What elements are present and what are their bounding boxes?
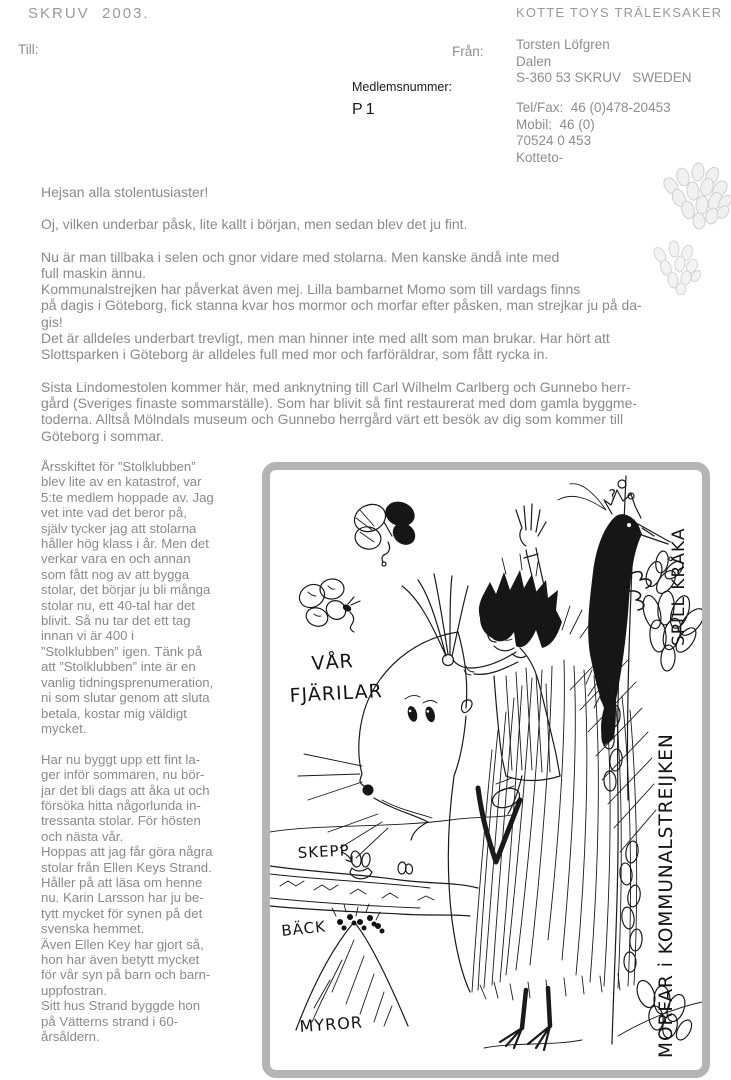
text-line: Slottsparken i Göteborg är alldeles full med mor och farföräldrar, som fått rycka in. — [41, 346, 549, 363]
text-line: ”Stolklubben” igen. Tänk på — [41, 643, 203, 659]
paragraph — [41, 184, 713, 200]
text-line: svenska hemmet. — [41, 921, 145, 937]
text-line: vet inte vad det beror på, — [41, 505, 187, 521]
text-line: Hoppas att jag får göra några — [41, 844, 213, 860]
text-line: Oj, vilken underbar påsk, lite kallt i början, men sedan blev det ju fint. — [41, 216, 468, 233]
label-spill-kraka: SPILL KRÅKA — [669, 527, 689, 646]
child-drawing — [453, 504, 562, 814]
text-line: stolar, det börjar ju bli många — [41, 582, 211, 598]
text-line: blev lite av en katastrof, var — [41, 474, 202, 490]
text-line: håller hög klass i år. Men det — [41, 536, 209, 552]
text-line — [41, 736, 259, 751]
illustration-frame — [262, 462, 710, 1078]
text-line: tytt mycket för synen på det — [41, 905, 203, 921]
text-line: Torsten Löfgren — [516, 37, 610, 52]
text-line: stolar nu, ett 40-tal har det — [41, 597, 195, 613]
text-line: innan vi är 400 i — [41, 628, 135, 644]
text-line: toderna. Alltså Mölndals museum och Gunnebo herrgård värt ett besök av dig som kommer till — [41, 411, 624, 428]
hand-drawn-illustration — [270, 470, 702, 1070]
text-line: Mobil: 46 (0) — [516, 116, 595, 132]
text-line: Dalen — [516, 53, 552, 69]
butterfly-icon — [295, 578, 360, 632]
label-myror: MYROR — [298, 1012, 364, 1036]
sender-contact — [516, 100, 671, 166]
page-title: SKRUV 2003. — [28, 5, 150, 22]
left-column-text — [41, 459, 259, 1044]
text-line: ni som slutar genom att sluta — [41, 690, 210, 706]
text-line: på Vätterns strand i 60- — [41, 1013, 179, 1029]
text-line: stolar från Ellen Keys Strand. — [41, 859, 212, 875]
text-line: nu. Karin Larsson har ju be- — [41, 890, 204, 906]
label-var: VÅR — [310, 650, 355, 675]
text-line: på dagis i Göteborg, fick stanna kvar hos mormor och morfar efter påsken, man strejkar ju på da- — [41, 297, 642, 314]
member-number-label: Medlemsnummer: — [352, 80, 453, 94]
paragraph — [41, 249, 713, 363]
text-line: Kotteto- — [516, 149, 564, 165]
text-line: blivit. Så nu tar det ett tag — [41, 613, 191, 629]
text-line: själv tycker jag att stolarna — [41, 520, 197, 536]
text-line: att ”Stolklubben” inte är en — [41, 659, 196, 675]
text-line: Tel/Fax: 46 (0)478-20453 — [516, 100, 671, 115]
text-line: årsåldern. — [41, 1029, 100, 1045]
text-line: betala, kostar mig väldigt — [41, 705, 187, 721]
letter-body — [41, 184, 713, 460]
text-line: som fått nog av att bygga — [41, 566, 190, 582]
text-line: Har nu byggt upp ett fint la- — [41, 751, 201, 767]
label-morfar: MORFAR i KOMMUNALSTREIJKEN — [656, 733, 677, 1058]
text-line: full maskin ännu. — [41, 264, 147, 281]
question-doodle — [608, 480, 634, 504]
child-hand — [516, 504, 546, 546]
fran-label: Från: — [452, 44, 484, 59]
text-line: Hejsan alla stolentusiaster! — [41, 184, 209, 200]
text-line: ger inför sommaren, nu bör- — [41, 767, 205, 783]
company-name: KOTTE TOYS TRÄLEKSAKER — [516, 5, 723, 20]
text-line: Sista Lindomestolen kommer här, med anknytning till Carl Wilhelm Carlberg och Gunnebo herr- — [41, 378, 631, 395]
text-line: Även Ellen Key har gjort så, — [41, 936, 204, 952]
member-number-value: P1 — [352, 101, 378, 118]
text-line: mycket. — [41, 720, 87, 736]
text-line: Sitt hus Strand byggde hon — [41, 998, 201, 1014]
text-line: 70524 0 453 — [516, 133, 592, 148]
text-line: Håller på att läsa om henne — [41, 874, 203, 890]
text-line: Kommunalstrejken har påverkat även mej. Lilla bambarnet Momo som till vardags finns — [41, 281, 581, 298]
text-line: gis! — [41, 313, 63, 330]
text-line: Det är alldeles underbart trevligt, men man hinner inte med allt som man brukar. Har hört att — [41, 330, 610, 347]
text-line: jar det bli dags att åka ut och — [41, 782, 210, 798]
text-line: och nästa vår. — [41, 828, 124, 844]
boat-drawing — [350, 868, 372, 879]
label-skepp: SKEPP — [297, 841, 351, 862]
text-line: Årsskiftet för ”Stolklubben” — [41, 459, 196, 474]
creature-eyes — [406, 701, 437, 728]
horizon-line — [270, 814, 516, 832]
text-line: tressanta stolar. För hösten — [41, 813, 201, 829]
text-line: verkar vara en och annan — [41, 551, 191, 567]
text-line: Göteborg i sommar. — [41, 427, 164, 444]
paragraph — [41, 379, 713, 444]
text-line: för vår syn på barn och barn- — [41, 967, 211, 983]
paragraph — [41, 216, 713, 232]
label-fjarilar: FJÄRILAR — [289, 680, 384, 707]
label-back: BÄCK — [280, 917, 327, 940]
butterfly-icon — [350, 498, 420, 566]
text-line: gård (Sveriges finaste sommarställe). Som har blivit så fint restaurerat med dom gamla byggme- — [41, 394, 638, 411]
till-label: Till: — [18, 42, 39, 57]
text-line: S-360 53 SKRUV SWEDEN — [516, 70, 692, 85]
text-line: hon har även betytt mycket — [41, 952, 200, 967]
text-line: Nu är man tillbaka i selen och gnor vidare med stolarna. Men kanske ändå inte med — [41, 248, 560, 265]
creature-feet — [484, 988, 582, 1050]
sender-address — [516, 37, 692, 87]
text-line: 5:te medlem hoppade av. Jag — [41, 489, 214, 505]
text-line: uppfostran. — [41, 982, 107, 998]
text-line: vanlig tidningsprenumeration, — [41, 674, 214, 690]
svg-text:?: ? — [607, 486, 620, 504]
text-line: försöka hitta någorlunda in- — [41, 797, 201, 813]
